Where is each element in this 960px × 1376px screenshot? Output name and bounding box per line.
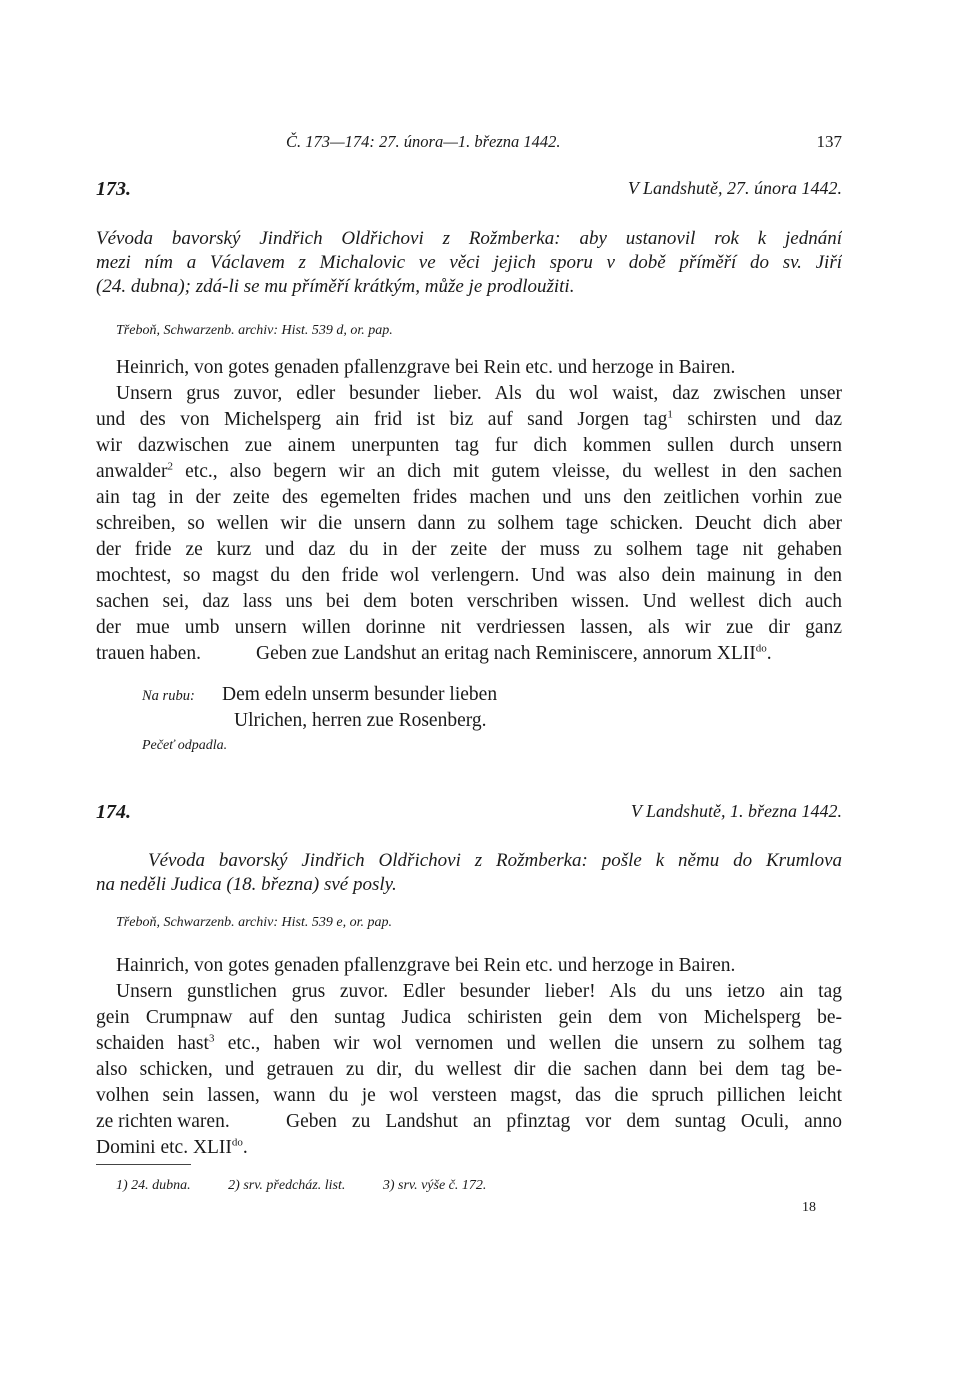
page-number: 137 bbox=[816, 132, 842, 151]
text-line-content: der fride ze kurz und daz du in der zeite der muss zu solhem tage nit gehaben bbox=[96, 539, 842, 560]
text-line bbox=[96, 1057, 842, 1083]
document-number: 173. bbox=[96, 178, 131, 200]
text-line bbox=[116, 979, 842, 1005]
footnote: 3) srv. výše č. 172. bbox=[382, 1178, 487, 1193]
dorsal-line: Dem edeln unserm besunder lieben bbox=[222, 684, 498, 705]
footnote-ref: 2 bbox=[167, 460, 173, 473]
dating-clause bbox=[256, 641, 842, 667]
footnote: 1) 24. dubna. bbox=[116, 1178, 191, 1193]
text-line-content: sachen sei, daz lass uns bei dem boten verschriben wissen. Und wellest dich auch bbox=[96, 591, 842, 612]
text-line bbox=[96, 511, 842, 537]
text-line-content: Geben zu Landshut an pfinztag vor dem suntag Oculi, anno bbox=[286, 1111, 842, 1132]
dating-end: . bbox=[242, 1137, 248, 1158]
dating-sup: do bbox=[231, 1136, 243, 1149]
text-line bbox=[96, 589, 842, 615]
dating-text: Domini etc. XLII bbox=[96, 1137, 232, 1158]
regest-line: Vévoda bavorský Jindřich Oldřichovi z Rožmberka: aby ustanovil rok k jednání bbox=[96, 228, 842, 249]
dating-sup: do bbox=[755, 642, 767, 655]
dorsal-line: Ulrichen, herren zue Rosenberg. bbox=[234, 710, 487, 731]
regest-line: (24. dubna); zdá-li se mu příměří krátkým, může je prodloužiti. bbox=[96, 276, 575, 297]
text-line: trauen haben. bbox=[96, 643, 202, 664]
document-number: 174. bbox=[96, 801, 131, 823]
text-line-content: Unsern grus zuvor, edler besunder lieber. Als du wol waist, daz zwischen unser bbox=[116, 383, 842, 404]
document-regest bbox=[96, 227, 842, 299]
text-line-content: der mue umb unsern willen dorinne nit verdriessen lassen, als wir zue dir ganz bbox=[96, 617, 842, 638]
regest-line: Vévoda bavorský Jindřich Oldřichovi z Rožmberka: pošle k němu do Krumlova bbox=[148, 850, 842, 871]
text-line bbox=[96, 407, 842, 433]
text-line-content: schreiben, so wellen wir die unsern dann zu solhem tage schicken. Deucht dich aber bbox=[96, 513, 842, 534]
text-line-content: volhen sein lassen, wann du je wol versteen magst, das die spruch pillichen leicht bbox=[96, 1085, 842, 1106]
text-line-content: schaiden hast bbox=[96, 1033, 209, 1054]
footnote: 2) srv. předcház. list. bbox=[228, 1178, 346, 1193]
document-place-date: V Landshutě, 27. února 1442. bbox=[627, 178, 842, 198]
archival-source: Třeboň, Schwarzenb. archiv: Hist. 539 d, or. pap. bbox=[116, 323, 393, 338]
dorsal-address bbox=[142, 684, 498, 706]
text-line-content: etc., haben wir wol vernomen und wellen die unsern zu solhem tag bbox=[214, 1033, 842, 1054]
regest-line: mezi ním a Václavem z Michalovic ve věci jejich sporu v době příměří do sv. Jiří bbox=[96, 252, 842, 273]
footnote-ref: 1 bbox=[667, 408, 673, 421]
text-line-content: anwalder bbox=[96, 461, 168, 482]
text-line bbox=[96, 615, 842, 641]
dating-clause bbox=[96, 1135, 842, 1161]
text-line-content: also schicken, und getrauen zu dir, du wellest dir die sachen dann bei dem tag be- bbox=[96, 1059, 842, 1080]
text-line: Hainrich, von gotes genaden pfallenzgrave bei Rein etc. und herzoge in Bairen. bbox=[116, 955, 736, 976]
text-line: Heinrich, von gotes genaden pfallenzgrave bei Rein etc. und herzoge in Bairen. bbox=[116, 357, 736, 378]
text-line-content: wir dazwischen zue ainem unerpunten tag fur dich kommen sullen durch unsern bbox=[96, 435, 842, 456]
text-line bbox=[96, 485, 842, 511]
text-line-content: etc., also begern wir an dich mit gutem vleisse, du wellest in den sachen bbox=[172, 461, 842, 482]
footnote-ref: 3 bbox=[208, 1032, 215, 1045]
text-line bbox=[96, 1005, 842, 1031]
seal-note: Pečeť odpadla. bbox=[142, 738, 228, 753]
text-line: ze richten waren. bbox=[96, 1111, 230, 1132]
dating-end: . bbox=[766, 643, 772, 664]
footnotes bbox=[116, 1178, 520, 1194]
text-line-content: gein Crumpnaw auf den suntag Judica schiristen gein dem von Michelsperg be- bbox=[96, 1007, 842, 1028]
sheet-signature: 18 bbox=[802, 1200, 816, 1215]
text-line bbox=[116, 381, 842, 407]
footnote-rule bbox=[96, 1164, 191, 1165]
text-line-content: ain tag in der zeite des egemelten frides machen und uns den zeitlichen vorhin zue bbox=[96, 487, 842, 508]
text-line-content: und des von Michelsperg ain frid ist biz auf sand Jorgen tag bbox=[96, 409, 668, 430]
text-line bbox=[96, 459, 842, 485]
text-line-content: schirsten und daz bbox=[672, 409, 842, 430]
document-place-date: V Landshutě, 1. března 1442. bbox=[630, 801, 842, 821]
text-line-content: Unsern gunstlichen grus zuvor. Edler besunder lieber! Als du uns ietzo ain tag bbox=[116, 981, 842, 1002]
archival-source: Třeboň, Schwarzenb. archiv: Hist. 539 e, or. pap. bbox=[116, 915, 392, 930]
dating-text: Geben zue Landshut an eritag nach Reminiscere, annorum XLII bbox=[256, 643, 756, 664]
document-page bbox=[96, 0, 842, 1376]
dorsal-label: Na rubu: bbox=[142, 688, 195, 704]
text-line bbox=[96, 1083, 842, 1109]
text-line bbox=[96, 433, 842, 459]
regest-line: na neděli Judica (18. března) své posly. bbox=[96, 874, 397, 895]
text-line bbox=[96, 1031, 842, 1057]
text-line bbox=[96, 563, 842, 589]
document-regest bbox=[96, 849, 842, 897]
running-head-title: Č. 173—174: 27. února—1. března 1442. bbox=[286, 132, 561, 151]
text-line bbox=[286, 1109, 842, 1135]
text-line-content: mochtest, so magst du den fride wol verlengern. Und was also dein mainung in den bbox=[96, 565, 842, 586]
text-line bbox=[96, 537, 842, 563]
